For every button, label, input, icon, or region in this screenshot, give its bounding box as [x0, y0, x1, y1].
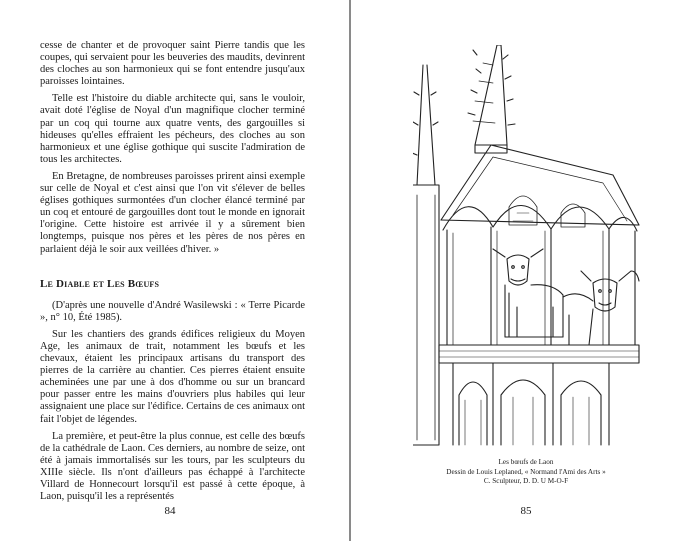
- caption-credit: Dessin de Louis Leplaned, « Normand l'Ami des Arts »: [446, 467, 606, 476]
- figure-caption: [371, 458, 681, 487]
- roof-line: [441, 145, 639, 225]
- spire: [468, 45, 515, 153]
- arcade: [441, 196, 639, 345]
- right-page: [351, 0, 700, 541]
- paragraph: Telle est l'histoire du diable architecte qui, sans le vouloir, avait doté l'église de Noyal d'un magnifique clocher terminé par un coq qui tourne aux quatre vents, des gargouilles si hideuses qu'elles effraient les pécheurs, des cloches au son harmonieux et une église gothique qui suscite l'admiration de tous les architectes.: [40, 93, 305, 165]
- page-number: 84: [164, 505, 176, 517]
- ledge: [439, 345, 639, 445]
- section-heading: Le Diable et Les Bœufs: [40, 277, 160, 290]
- paragraph: En Bretagne, de nombreuses paroisses prirent ainsi exemple sur celle de Noyal et c'est ainsi que l'on vit s'élever de belles églises gothiques surmontées d'un clocher élancé terminé par un coq et entouré de gargouilles dont tout le monde en ignorait l'origine. Cette histoire est arrivée il y a sûrement bien longtemps, puisque nos pères et les pères de nos pères en parlaient déjà le soir aux veillées d'hiver. »: [40, 170, 305, 255]
- pinnacle: [413, 65, 439, 445]
- paragraph: La première, et peut-être la plus connue, est celle des bœufs de la cathédrale de Laon. Ces derniers, au nombre de seize, ont été à jamais immortalisés sur les tours, par les sculpteurs du XIIIe siècle. Ils n'ont d'ailleurs pas échappé à l'architecte Villard de Honnecourt lorsqu'il est passé à cette époque, à Laon, puisqu'il les a représentés: [40, 430, 305, 503]
- paragraph: Sur les chantiers des grands édifices religieux du Moyen Age, les animaux de trait, notamment les bœufs et les chevaux, étaient les principaux artisans du transport des pierres de la carrière au chantier. Ces pierres étaient ensuite acheminées une par une à dos d'homme ou sur un brancard pour passer entre les mains d'ouvriers plus habiles qui leur assignaient une place sur l'édifice. Certains de ces animaux ont fait l'objet de légendes.: [40, 328, 305, 425]
- page-number: 85: [520, 505, 532, 517]
- bell-tower-oxen-illustration: [413, 45, 643, 450]
- paragraph: cesse de chanter et de provoquer saint Pierre tandis que les coupes, qui servaient pour les beuveries des maudits, devinrent des cloches au son harmonieux qui se font entendre jusqu'aux paroisses lointaines.: [40, 40, 305, 88]
- ox-sculpture-left: [493, 249, 563, 337]
- source-note: (D'après une nouvelle d'André Wasilewski : « Terre Picarde », n° 10, Été 1985).: [40, 299, 305, 323]
- caption-title: Les bœufs de Laon: [498, 458, 554, 466]
- ox-sculpture-right: [563, 271, 639, 345]
- caption-credit: C. Sculpteur, D. D. U M-O-F: [483, 477, 569, 485]
- left-page: [0, 0, 349, 541]
- left-page-text: [40, 40, 305, 508]
